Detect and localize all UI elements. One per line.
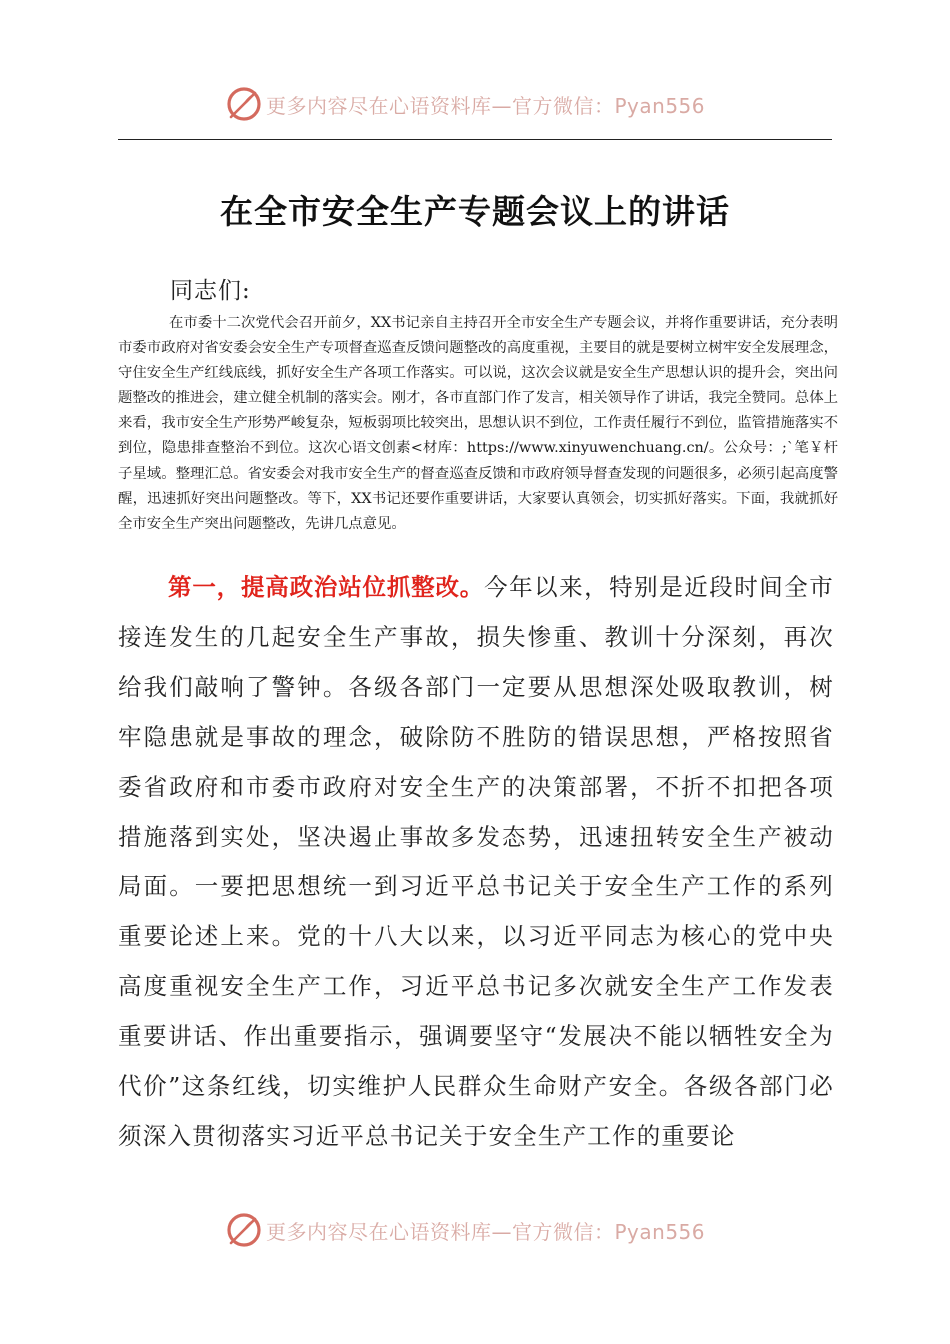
- section-1-body: 今年以来，特别是近段时间全市接连发生的几起安全生产事故，损失惨重、教训十分深刻，再次给我们敲响了警钟。各级各部门一定要从思想深处吸取教训，树牢隐患就是事故的理念，破除防不胜防的错误思想，严格按照省委省政府和市委市政府对安全生产的决策部署，不折不扣把各项措施落到实处，坚决遏止事故多发态势，迅速扭转安全生产被动局面。一要把思想统一到习近平总书记关于安全生产工作的系列重要论述上来。党的十八大以来，以习近平同志为核心的党中央高度重视安全生产工作，习近平总书记多次就安全生产工作发表重要讲话、作出重要指示，强调要坚守“发展决不能以牺牲安全为代价”这条红线，切实维护人民群众生命财产安全。各级各部门必须深入贯彻落实习近平总书记关于安全生产工作的重要论: [118, 573, 834, 1150]
- document-title: 在全市安全生产专题会议上的讲话: [220, 192, 730, 231]
- salutation: 同志们:: [170, 278, 251, 304]
- watermark-text: 更多内容尽在心语资料库—官方微信：Pyan556: [266, 1219, 706, 1244]
- header-watermark-banner: [226, 84, 726, 124]
- quill-pen-logo-icon: [226, 86, 262, 122]
- section-1-heading: 第一，提高政治站位抓整改。: [168, 573, 485, 601]
- footer-watermark-banner: [226, 1210, 726, 1250]
- quill-pen-logo-icon: [226, 1212, 262, 1248]
- intro-paragraph: 在市委十二次党代会召开前夕，XX书记亲自主持召开全市安全生产专题会议，并将作重要讲话，充分表明市委市政府对省安委会安全生产专项督查巡查反馈问题整改的高度重视，主要目的就是要树立树牢安全发展理念，守住安全生产红线底线，抓好安全生产各项工作落实。可以说，这次会议就是安全生产思想认识的提升会，突出问题整改的推进会，建立健全机制的落实会。刚才，各市直部门作了发言，相关领导作了讲话，我完全赞同。总体上来看，我市安全生产形势严峻复杂，短板弱项比较突出，思想认识不到位，工作责任履行不到位，监管措施落实不到位，隐患排查整治不到位。这次心语文创素<材库：https://www.xinyuwenchuang.cn/。公众号：;`笔￥杆子星域。整理汇总。省安委会对我市安全生产的督查巡查反馈和市政府领导督查发现的问题很多，必须引起高度警醒，迅速抓好突出问题整改。等下，XX书记还要作重要讲话，大家要认真领会，切实抓好落实。下面，我就抓好全市安全生产突出问题整改，先讲几点意见。: [118, 315, 838, 532]
- watermark-text: 更多内容尽在心语资料库—官方微信：Pyan556: [266, 93, 706, 118]
- header-divider: [118, 139, 832, 140]
- section-1-paragraph: [118, 563, 834, 1162]
